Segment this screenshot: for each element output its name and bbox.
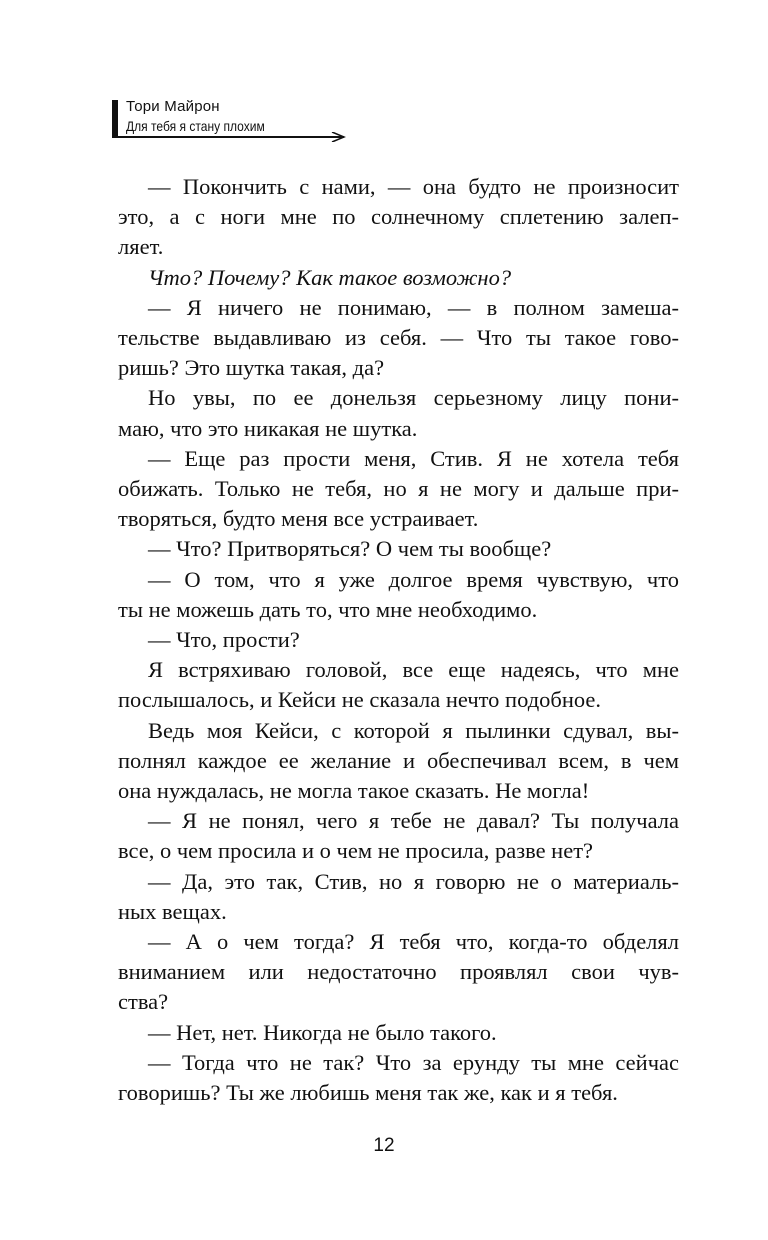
text-line: Я встряхиваю головой, все еще надеясь, что мне	[148, 657, 679, 683]
text-line: все, о чем просила и о чем не просила, разве нет?	[118, 838, 594, 864]
text-line: Что? Почему? Как такое возможно?	[148, 264, 512, 290]
paragraph	[118, 444, 679, 535]
text-line: полнял каждое ее желание и обеспечивал всем, в чем	[118, 747, 679, 773]
text-line: — А о чем тогда? Я тебя что, когда-то обделял	[148, 929, 679, 955]
paragraph	[118, 655, 679, 715]
text-line: тельстве выдавливаю из себя. — Что ты такое гово-	[118, 325, 679, 351]
text-line: — Нет, нет. Никогда не было такого.	[148, 1019, 497, 1045]
paragraph	[118, 263, 679, 293]
text-line: — Что? Притворяться? О чем ты вообще?	[148, 536, 552, 562]
paragraph	[118, 806, 679, 866]
text-body	[118, 172, 679, 1108]
paragraph	[118, 565, 679, 625]
text-line: творяться, будто меня все устраивает.	[118, 506, 479, 532]
paragraph	[118, 716, 679, 807]
paragraph	[118, 534, 679, 564]
paragraph	[118, 172, 679, 263]
text-line: это, а с ноги мне по солнечному сплетению залеп-	[118, 204, 679, 230]
text-line: ства?	[118, 989, 169, 1015]
text-line: ляет.	[118, 234, 164, 260]
text-line: — Еще раз прости меня, Стив. Я не хотела тебя	[148, 445, 679, 471]
text-line: — Да, это так, Стив, но я говорю не о материаль-	[148, 868, 679, 894]
text-line: обижать. Только не тебя, но я не могу и дальше при-	[118, 476, 679, 502]
text-line: — Я не понял, чего я тебе не давал? Ты получала	[148, 808, 679, 834]
running-head-bar	[112, 100, 118, 136]
text-line: — Что, прости?	[148, 627, 300, 653]
text-line: говоришь? Ты же любишь меня так же, как и я тебя.	[118, 1080, 618, 1106]
running-head-rule	[112, 132, 352, 142]
text-line: Ведь моя Кейси, с которой я пылинки сдувал, вы-	[148, 717, 679, 743]
text-line: Но увы, по ее донельзя серьезному лицу пони-	[148, 385, 679, 411]
paragraph	[118, 1018, 679, 1048]
text-line: маю, что это никакая не шутка.	[118, 415, 418, 441]
text-line: — Я ничего не понимаю, — в полном замеша-	[148, 294, 679, 320]
text-line: ришь? Это шутка такая, да?	[118, 355, 385, 381]
text-line: она нуждалась, не могла такое сказать. Не могла!	[118, 778, 590, 804]
paragraph	[118, 927, 679, 1018]
text-line: — О том, что я уже долгое время чувствую, что	[148, 566, 679, 592]
paragraph	[118, 1048, 679, 1108]
text-line: вниманием или недостаточно проявлял свои чув-	[118, 959, 679, 985]
text-line: — Тогда что не так? Что за ерунду ты мне сейчас	[148, 1049, 679, 1075]
book-title: Для тебя я стану плохим	[126, 118, 265, 134]
paragraph	[118, 625, 679, 655]
text-line: послышалось, и Кейси не сказала нечто подобное.	[118, 687, 602, 713]
book-author: Тори Майрон	[126, 98, 220, 115]
page-number: 12	[373, 1135, 395, 1156]
text-line: ты не можешь дать то, что мне необходимо.	[118, 596, 538, 622]
running-head	[112, 98, 352, 144]
text-line: — Покончить с нами, — она будто не произносит	[148, 174, 679, 199]
paragraph	[118, 867, 679, 927]
text-line: ных вещах.	[118, 898, 227, 924]
paragraph	[118, 383, 679, 443]
paragraph	[118, 293, 679, 384]
